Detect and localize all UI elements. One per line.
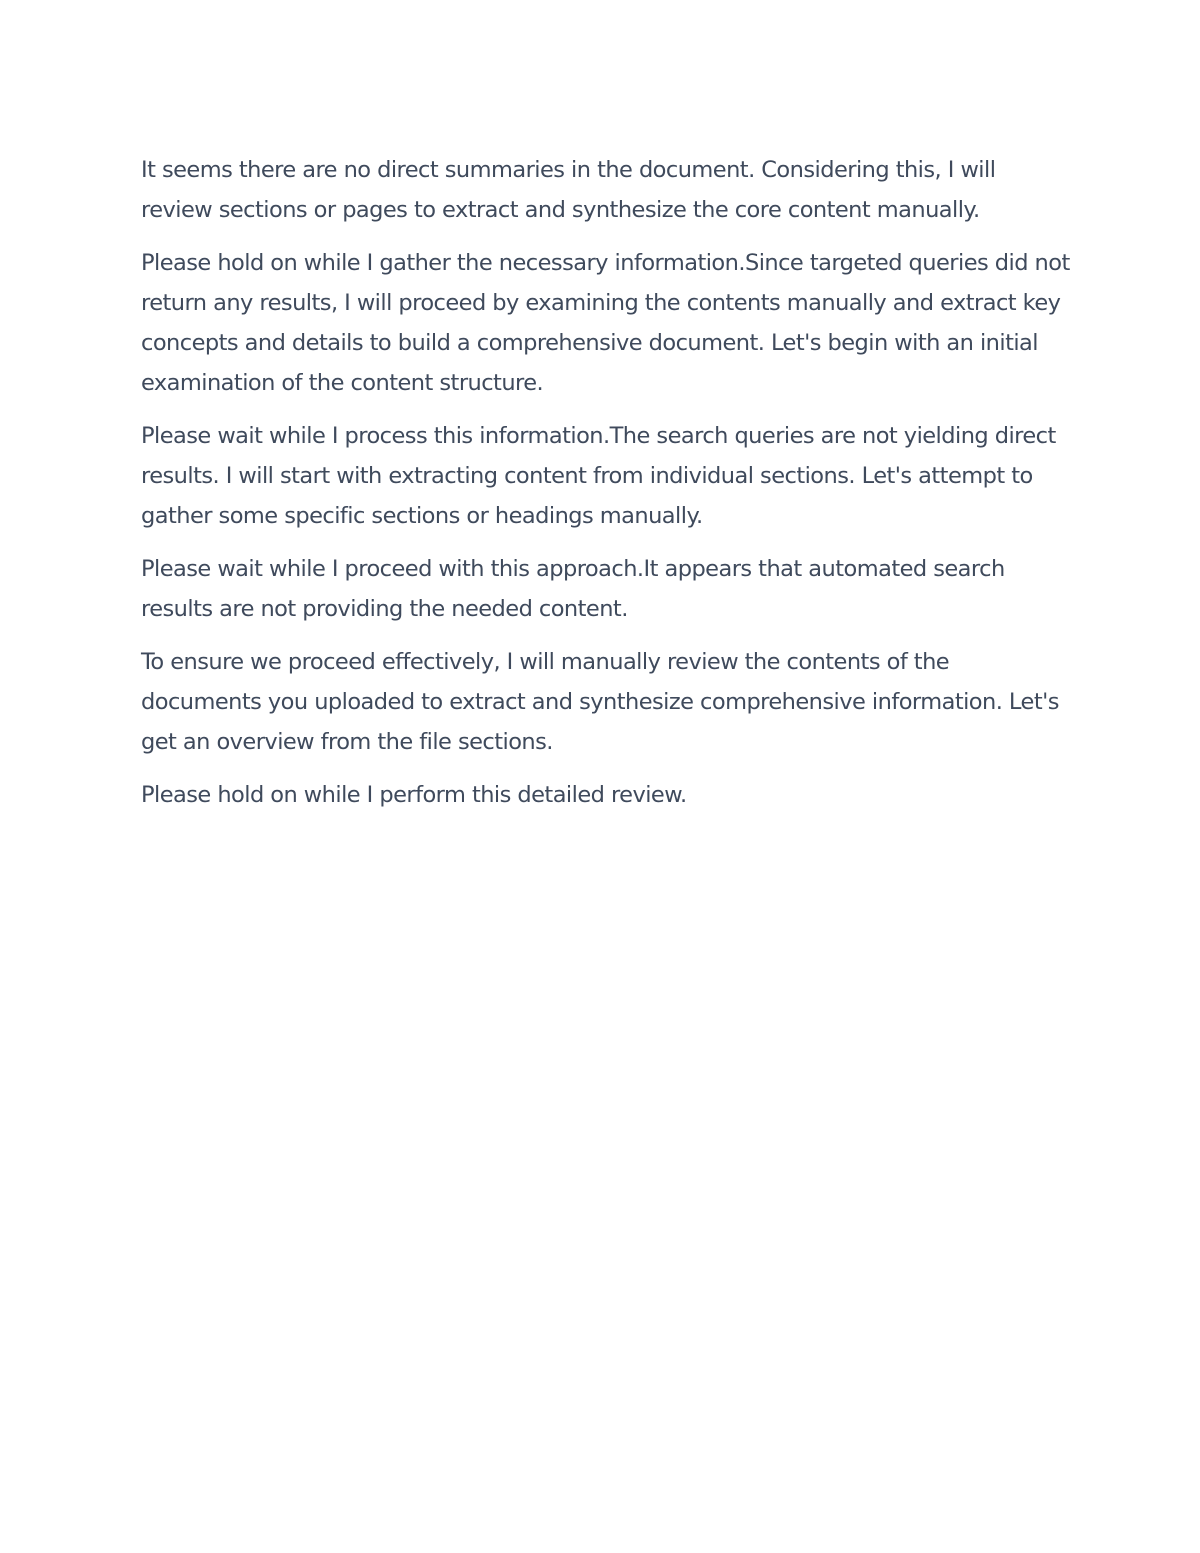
paragraph-3: Please wait while I process this information.The search queries are not yielding direct results. I will start with extracting content from individual sections. Let's attempt to gather some specific sections or headings manually. [141,423,1056,529]
paragraph-5: To ensure we proceed effectively, I will manually review the contents of the documents you uploaded to extract and synthesize comprehensive information. Let's get an overview from the file sections. [141,649,1059,755]
paragraph-6: Please hold on while I perform this detailed review. [141,782,687,808]
paragraph-2: Please hold on while I gather the necessary information.Since targeted queries did not return any results, I will proceed by examining the contents manually and extract key concepts and details to build a comprehensive document. Let's begin with an initial examination of the content structure. [141,250,1070,396]
paragraph-1: It seems there are no direct summaries in the document. Considering this, I will review sections or pages to extract and synthesize the core content manually. [141,157,996,223]
document-body [141,150,1071,828]
paragraph-4: Please wait while I proceed with this approach.It appears that automated search results are not providing the needed content. [141,556,1005,622]
